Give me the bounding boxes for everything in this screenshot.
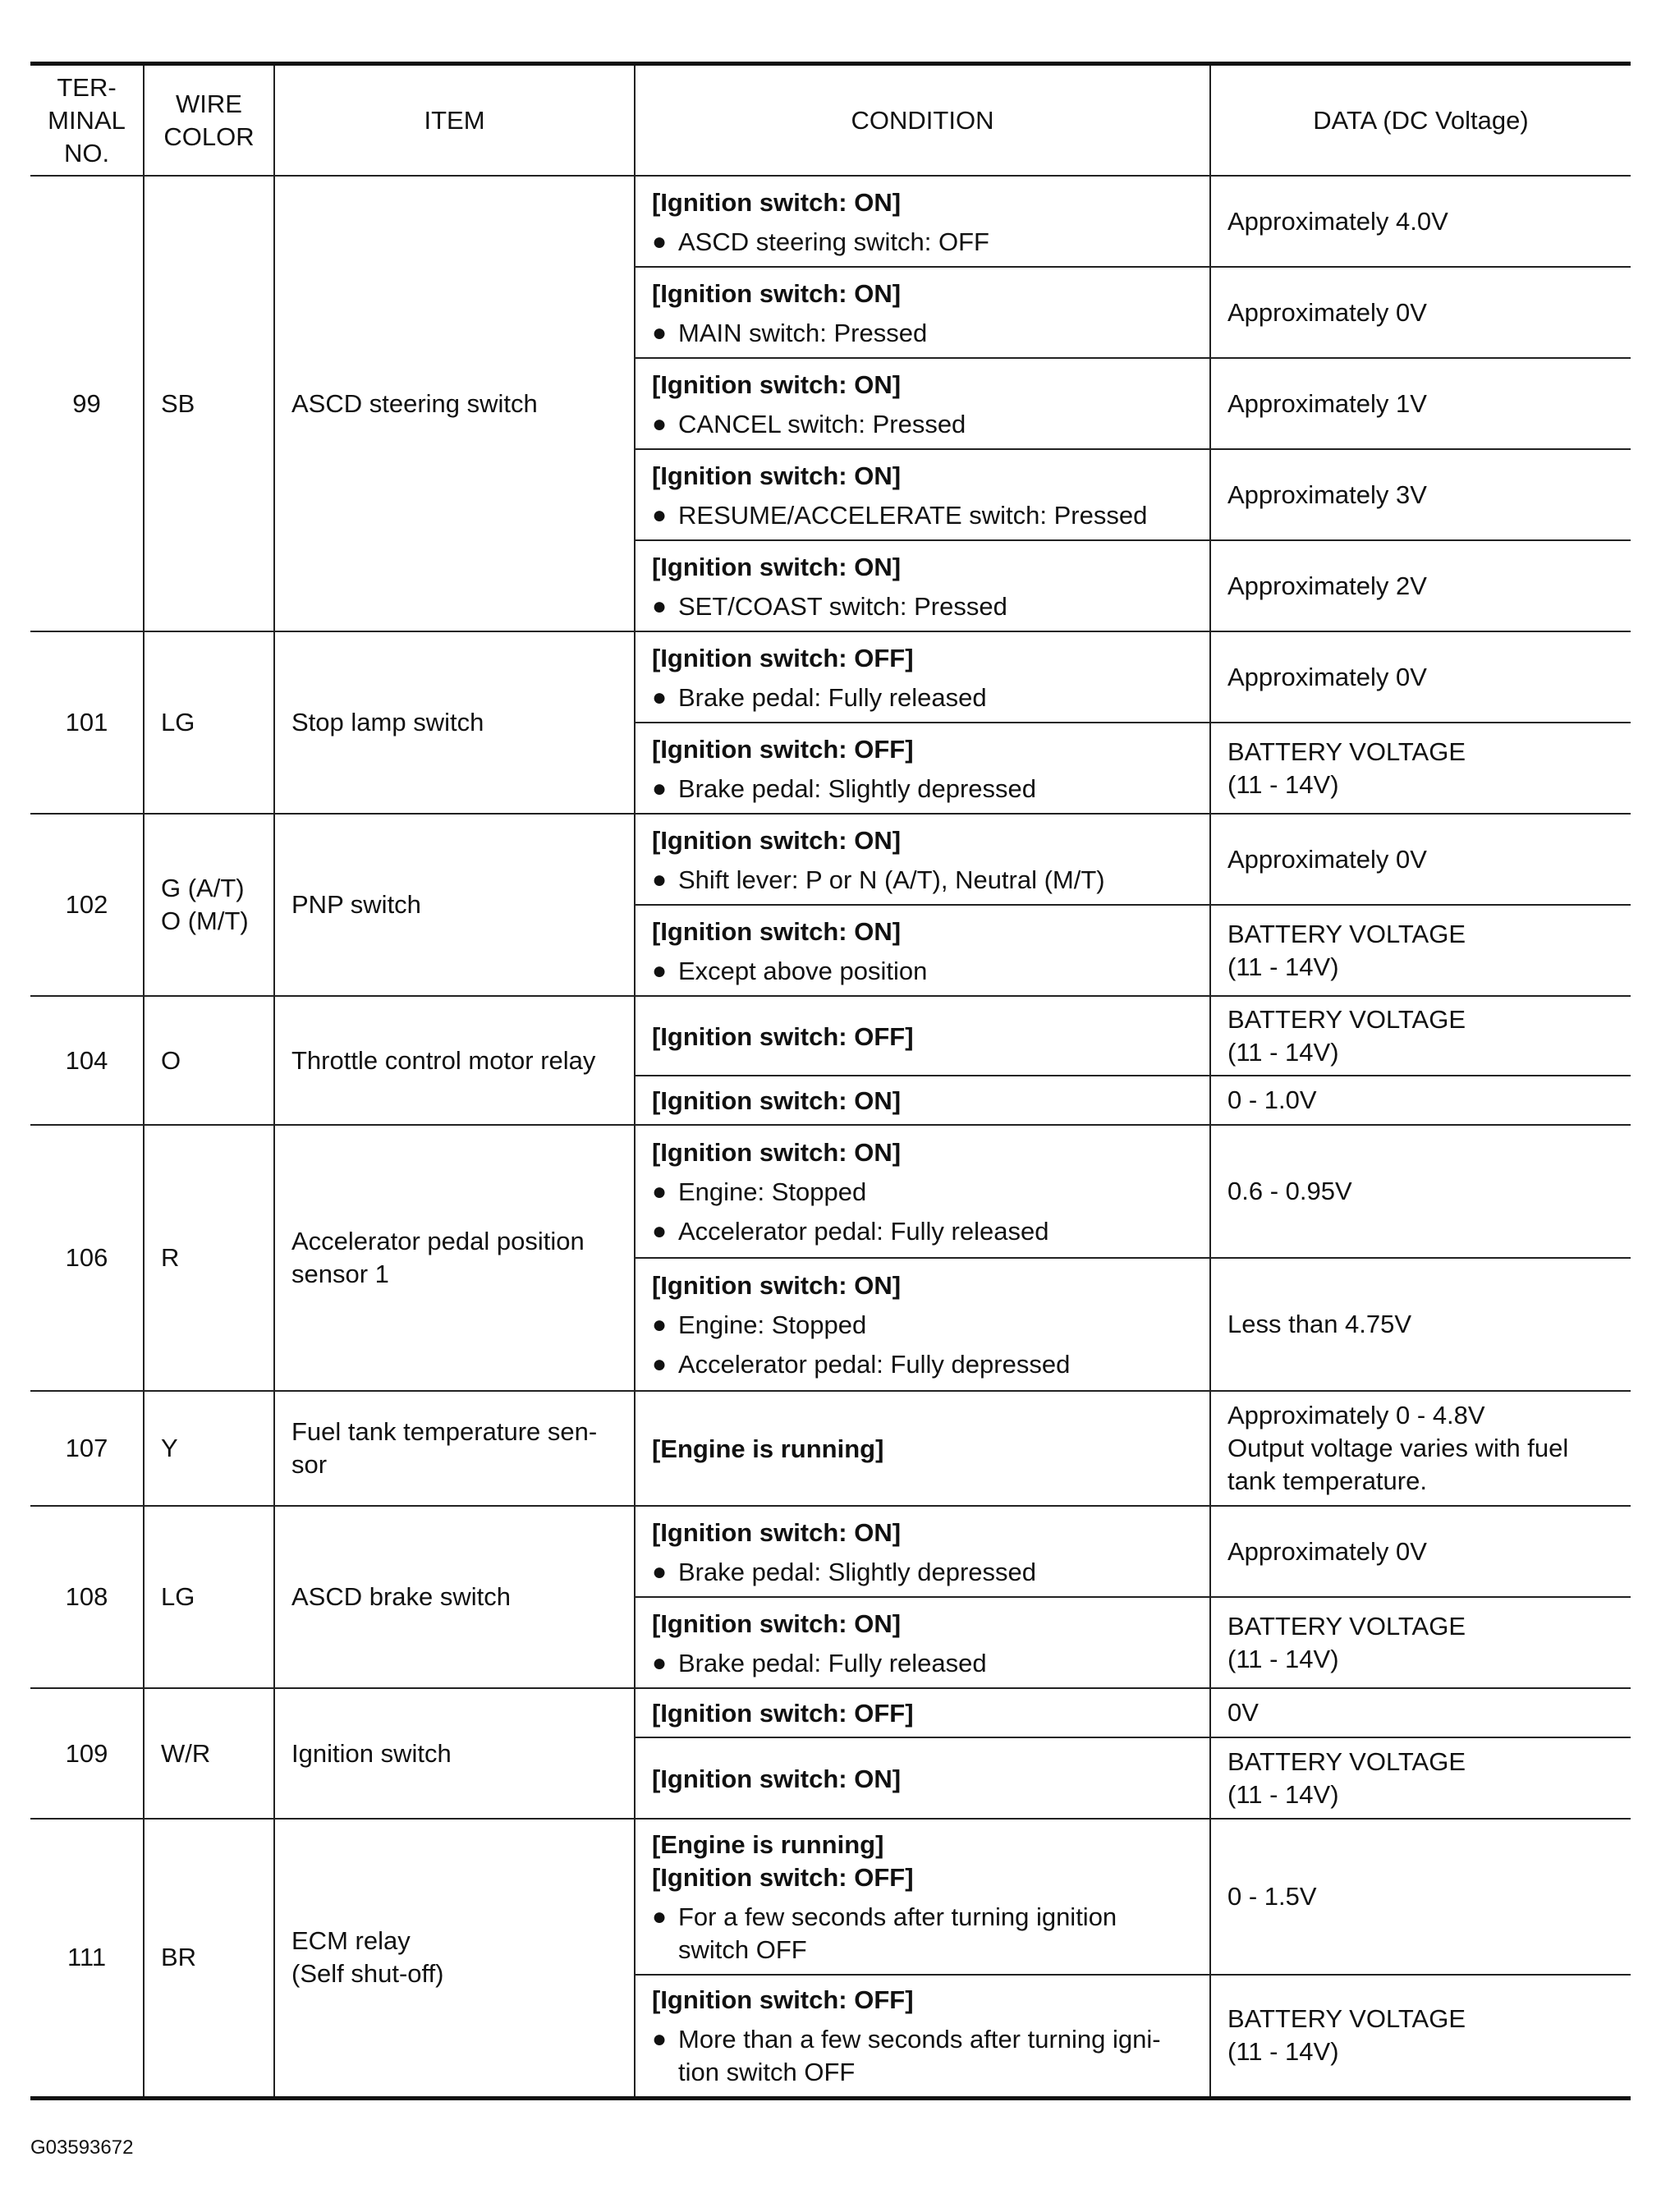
data-voltage: Less than 4.75V [1210, 1258, 1631, 1391]
condition-header: [Ignition switch: OFF] [652, 1985, 914, 2015]
data-voltage: 0 - 1.0V [1210, 1076, 1631, 1125]
condition-bullet [652, 2023, 1193, 2089]
table-row [30, 814, 1631, 905]
bullet-icon: ● [652, 592, 668, 620]
condition-text: Accelerator pedal: Fully depressed [678, 1350, 1071, 1379]
data-voltage: BATTERY VOLTAGE (11 - 14V) [1210, 905, 1631, 996]
ecm-terminal-table [30, 62, 1631, 2100]
terminal-number: 106 [30, 1125, 144, 1391]
condition-header: [Ignition switch: ON] [652, 1271, 902, 1300]
condition-header: [Ignition switch: ON] [652, 1609, 902, 1638]
condition-header: [Ignition switch: ON] [652, 1138, 902, 1167]
data-voltage: 0 - 1.5V [1210, 1819, 1631, 1975]
condition-cell [635, 905, 1210, 996]
data-voltage: Approximately 2V [1210, 540, 1631, 631]
condition-cell [635, 996, 1210, 1076]
condition-cell [635, 1125, 1210, 1258]
wire-color: BR [144, 1819, 274, 2098]
condition-header: [Ignition switch: ON] [652, 1517, 902, 1547]
data-voltage: Approximately 0V [1210, 267, 1631, 358]
data-voltage: 0.6 - 0.95V [1210, 1125, 1631, 1258]
condition-bullet [652, 1348, 1193, 1381]
table-header-row [30, 64, 1631, 177]
condition-text: Shift lever: P or N (A/T), Neutral (M/T) [678, 865, 1105, 894]
table-row [30, 631, 1631, 723]
condition-cell [635, 723, 1210, 814]
condition-bullet [652, 1215, 1193, 1248]
condition-text: Accelerator pedal: Fully released [678, 1217, 1049, 1246]
condition-text: CANCEL switch: Pressed [678, 409, 966, 438]
figure-id: G03593672 [30, 2136, 134, 2159]
bullet-icon: ● [652, 1558, 668, 1586]
data-voltage: Approximately 4.0V [1210, 176, 1631, 267]
condition-text: Except above position [678, 956, 928, 985]
wire-color: R [144, 1125, 274, 1391]
table-row [30, 176, 1631, 267]
data-voltage: BATTERY VOLTAGE (11 - 14V) [1210, 1737, 1631, 1819]
wire-color: LG [144, 631, 274, 814]
condition-header: [Ignition switch: ON] [652, 1086, 902, 1115]
item-name: Accelerator pedal position sensor 1 [274, 1125, 635, 1391]
wire-color: LG [144, 1506, 274, 1688]
bullet-icon: ● [652, 1649, 668, 1677]
data-voltage: BATTERY VOLTAGE (11 - 14V) [1210, 996, 1631, 1076]
condition-bullet [652, 1176, 1193, 1209]
bullet-icon: ● [652, 683, 668, 711]
table-row [30, 1819, 1631, 1975]
condition-cell [635, 1076, 1210, 1125]
data-voltage: BATTERY VOLTAGE (11 - 14V) [1210, 1975, 1631, 2098]
condition-bullet [652, 955, 1193, 988]
data-voltage: Approximately 0 - 4.8V Output voltage varies with fuel tank temperature. [1210, 1391, 1631, 1506]
bullet-icon: ● [652, 1178, 668, 1205]
condition-header: [Ignition switch: ON] [652, 369, 902, 399]
table-row [30, 1391, 1631, 1506]
condition-cell [635, 1258, 1210, 1391]
data-voltage: BATTERY VOLTAGE (11 - 14V) [1210, 1597, 1631, 1688]
condition-cell [635, 1975, 1210, 2098]
condition-header: [Ignition switch: ON] [652, 461, 902, 490]
condition-cell [635, 540, 1210, 631]
condition-cell [635, 1819, 1210, 1975]
terminal-number: 107 [30, 1391, 144, 1506]
condition-bullet [652, 590, 1193, 623]
condition-text: For a few seconds after turning ignition switch OFF [678, 1902, 1117, 1964]
data-voltage: Approximately 0V [1210, 631, 1631, 723]
bullet-icon: ● [652, 1903, 668, 1930]
bullet-icon: ● [652, 774, 668, 802]
condition-cell [635, 1391, 1210, 1506]
item-name: PNP switch [274, 814, 635, 996]
condition-bullet [652, 1901, 1193, 1966]
condition-text: Brake pedal: Slightly depressed [678, 773, 1036, 803]
item-name: Fuel tank temperature sen- sor [274, 1391, 635, 1506]
bullet-icon: ● [652, 1218, 668, 1245]
terminal-data-sheet [30, 62, 1631, 2100]
terminal-number: 111 [30, 1819, 144, 2098]
condition-header: [Ignition switch: ON] [652, 1764, 902, 1793]
data-voltage: Approximately 1V [1210, 358, 1631, 449]
wire-color: W/R [144, 1688, 274, 1819]
condition-cell [635, 1597, 1210, 1688]
table-row [30, 996, 1631, 1076]
bullet-icon: ● [652, 865, 668, 893]
condition-header: [Ignition switch: OFF] [652, 1021, 914, 1051]
terminal-number: 104 [30, 996, 144, 1125]
condition-text: Brake pedal: Fully released [678, 1648, 987, 1677]
condition-cell [635, 814, 1210, 905]
condition-text: Engine: Stopped [678, 1310, 867, 1339]
condition-text: SET/COAST switch: Pressed [678, 591, 1007, 621]
data-voltage: BATTERY VOLTAGE (11 - 14V) [1210, 723, 1631, 814]
item-name: Throttle control motor relay [274, 996, 635, 1125]
terminal-number: 99 [30, 176, 144, 631]
bullet-icon: ● [652, 1311, 668, 1338]
condition-bullet [652, 226, 1193, 259]
condition-bullet [652, 1556, 1193, 1589]
condition-text: Brake pedal: Slightly depressed [678, 1557, 1036, 1586]
condition-cell [635, 176, 1210, 267]
condition-bullet [652, 681, 1193, 714]
condition-text: RESUME/ACCELERATE switch: Pressed [678, 500, 1148, 530]
condition-text: More than a few seconds after turning igni- tion switch OFF [678, 2025, 1161, 2087]
condition-bullet [652, 864, 1193, 897]
terminal-number: 109 [30, 1688, 144, 1819]
condition-header: [Ignition switch: ON] [652, 825, 902, 855]
bullet-icon: ● [652, 319, 668, 346]
header-condition: CONDITION [635, 64, 1210, 177]
bullet-icon: ● [652, 501, 668, 529]
table-row [30, 1506, 1631, 1597]
condition-header: [Ignition switch: OFF] [652, 643, 914, 672]
item-name: Stop lamp switch [274, 631, 635, 814]
data-voltage: 0V [1210, 1688, 1631, 1737]
table-row [30, 1688, 1631, 1737]
header-wire-color: WIRE COLOR [144, 64, 274, 177]
wire-color: O [144, 996, 274, 1125]
terminal-number: 102 [30, 814, 144, 996]
condition-header: [Ignition switch: OFF] [652, 734, 914, 764]
condition-header: [Ignition switch: OFF] [652, 1699, 914, 1728]
item-name: ECM relay (Self shut-off) [274, 1819, 635, 2098]
data-voltage: Approximately 0V [1210, 814, 1631, 905]
condition-cell [635, 631, 1210, 723]
condition-bullet [652, 1647, 1193, 1680]
condition-text: Engine: Stopped [678, 1177, 867, 1206]
condition-header: [Ignition switch: ON] [652, 187, 902, 217]
condition-bullet [652, 499, 1193, 532]
condition-header: [Engine is running] [652, 1434, 884, 1463]
condition-cell [635, 1506, 1210, 1597]
header-data: DATA (DC Voltage) [1210, 64, 1631, 177]
table-row [30, 1125, 1631, 1258]
header-terminal-no: TER- MINAL NO. [30, 64, 144, 177]
condition-cell [635, 1688, 1210, 1737]
wire-color: G (A/T) O (M/T) [144, 814, 274, 996]
condition-bullet [652, 408, 1193, 441]
terminal-number: 108 [30, 1506, 144, 1688]
data-voltage: Approximately 0V [1210, 1506, 1631, 1597]
item-name: ASCD steering switch [274, 176, 635, 631]
condition-bullet [652, 773, 1193, 805]
terminal-number: 101 [30, 631, 144, 814]
condition-text: MAIN switch: Pressed [678, 318, 928, 347]
wire-color: SB [144, 176, 274, 631]
condition-cell [635, 449, 1210, 540]
bullet-icon: ● [652, 2026, 668, 2054]
condition-header: [Ignition switch: ON] [652, 916, 902, 946]
condition-header: [Engine is running] [Ignition switch: OFF] [652, 1830, 914, 1892]
condition-cell [635, 1737, 1210, 1819]
condition-cell [635, 267, 1210, 358]
condition-bullet [652, 317, 1193, 350]
condition-header: [Ignition switch: ON] [652, 278, 902, 308]
bullet-icon: ● [652, 227, 668, 255]
data-voltage: Approximately 3V [1210, 449, 1631, 540]
condition-header: [Ignition switch: ON] [652, 552, 902, 581]
wire-color: Y [144, 1391, 274, 1506]
condition-text: ASCD steering switch: OFF [678, 227, 989, 256]
bullet-icon: ● [652, 1351, 668, 1378]
item-name: Ignition switch [274, 1688, 635, 1819]
item-name: ASCD brake switch [274, 1506, 635, 1688]
condition-text: Brake pedal: Fully released [678, 682, 987, 712]
bullet-icon: ● [652, 957, 668, 984]
condition-bullet [652, 1309, 1193, 1342]
condition-cell [635, 358, 1210, 449]
bullet-icon: ● [652, 410, 668, 438]
header-item: ITEM [274, 64, 635, 177]
